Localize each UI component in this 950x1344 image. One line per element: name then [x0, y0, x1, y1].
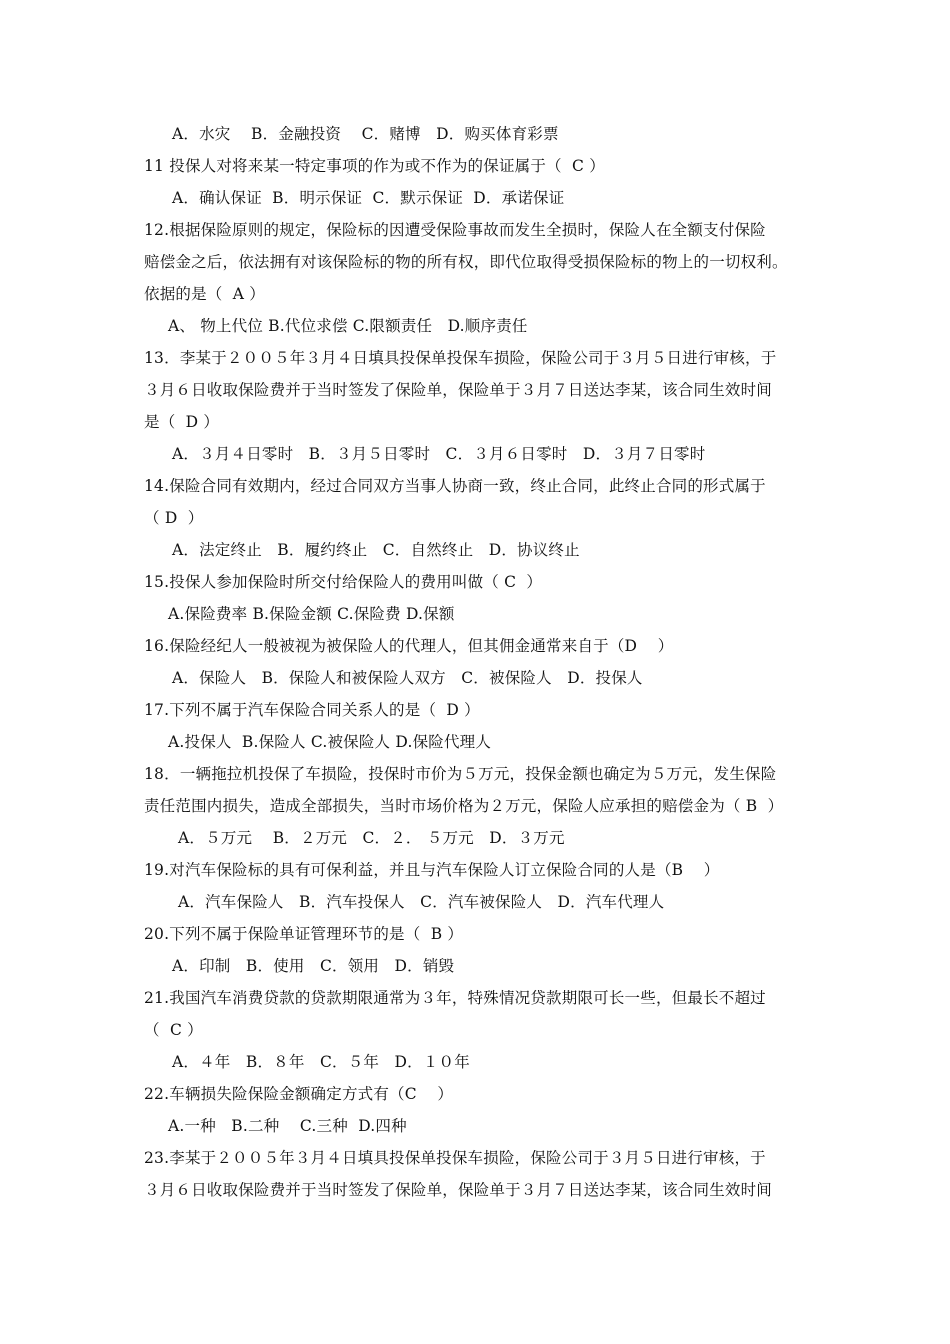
q19-text: 19.对汽车保险标的具有可保利益，并且与汽车保险人订立保险合同的人是（B ） — [144, 861, 720, 879]
q12-text-1: 12.根据保险原则的规定，保险标的因遭受保险事故而发生全损时，保险人在全额支付保险 — [144, 221, 766, 239]
q14-options: A．法定终止 B．履约终止 C．自然终止 D．协议终止 — [172, 541, 580, 559]
q15-text: 15.投保人参加保险时所交付给保险人的费用叫做（ C ） — [144, 573, 543, 591]
q12-options: A、 物上代位 B.代位求偿 C.限额责任 D.顺序责任 — [168, 317, 528, 335]
q13-text-3: 是（ D ） — [144, 413, 220, 431]
q11-options: A．确认保证 B．明示保证 C．默示保证 D．承诺保证 — [172, 189, 565, 207]
q16-options: A．保险人 B．保险人和被保险人双方 C．被保险人 D．投保人 — [172, 669, 643, 687]
q11-text: 11 投保人对将来某一特定事项的作为或不作为的保证属于（ C ） — [144, 157, 605, 175]
q18-options: A．５万元 B．２万元 C．２． ５万元 D．３万元 — [178, 829, 565, 847]
q13-text-2: ３月６日收取保险费并于当时签发了保险单，保险单于３月７日送达李某，该合同生效时间 — [144, 381, 773, 399]
q22-options: A.一种 B.二种 C.三种 D.四种 — [168, 1117, 407, 1135]
q12-text-3: 依据的是（ A ） — [144, 285, 265, 303]
q15-options: A.保险费率 B.保险金额 C.保险费 D.保额 — [168, 605, 455, 623]
q12-text-2: 赔偿金之后，依法拥有对该保险标的物的所有权，即代位取得受损保险标的物上的一切权利。 — [144, 253, 788, 271]
q13-text-1: 13．李某于２００５年３月４日填具投保单投保车损险，保险公司于３月５日进行审核，于 — [144, 349, 777, 367]
q17-text: 17.下列不属于汽车保险合同关系人的是（ D ） — [144, 701, 480, 719]
q18-text-2: 责任范围内损失，造成全部损失，当时市场价格为２万元，保险人应承担的赔偿金为（ B ） — [144, 797, 784, 815]
q21-text-2: （ C ） — [144, 1021, 203, 1039]
q21-options: A．４年 B．８年 C．５年 D．１０年 — [172, 1053, 470, 1071]
q23-text-2: ３月６日收取保险费并于当时签发了保险单，保险单于３月７日送达李某，该合同生效时间 — [144, 1181, 773, 1199]
q20-options: A．印制 B．使用 C．领用 D．销毁 — [172, 957, 455, 975]
q21-text-1: 21.我国汽车消费贷款的贷款期限通常为３年，特殊情况贷款期限可长一些，但最长不超过 — [144, 989, 766, 1007]
q19-options: A．汽车保险人 B．汽车投保人 C．汽车被保险人 D．汽车代理人 — [178, 893, 665, 911]
q13-options: A．３月４日零时 B．３月５日零时 C．３月６日零时 D．３月７日零时 — [172, 445, 706, 463]
q10-options: A．水灾 B．金融投资 C．赌博 D．购买体育彩票 — [172, 125, 559, 143]
q16-text: 16.保险经纪人一般被视为被保险人的代理人，但其佣金通常来自于（D ） — [144, 637, 674, 655]
q20-text: 20.下列不属于保险单证管理环节的是（ B ） — [144, 925, 464, 943]
q23-text-1: 23.李某于２００５年３月４日填具投保单投保车损险，保险公司于３月５日进行审核，于 — [144, 1149, 766, 1167]
q14-text-1: 14.保险合同有效期内，经过合同双方当事人协商一致，终止合同，此终止合同的形式属于 — [144, 477, 766, 495]
q18-text-1: 18．一辆拖拉机投保了车损险，投保时市价为５万元，投保金额也确定为５万元，发生保险 — [144, 765, 777, 783]
q22-text: 22.车辆损失险保险金额确定方式有（C ） — [144, 1085, 454, 1103]
q14-text-2: （ D ） — [144, 509, 204, 527]
q17-options: A.投保人 B.保险人 C.被保险人 D.保险代理人 — [168, 733, 492, 751]
